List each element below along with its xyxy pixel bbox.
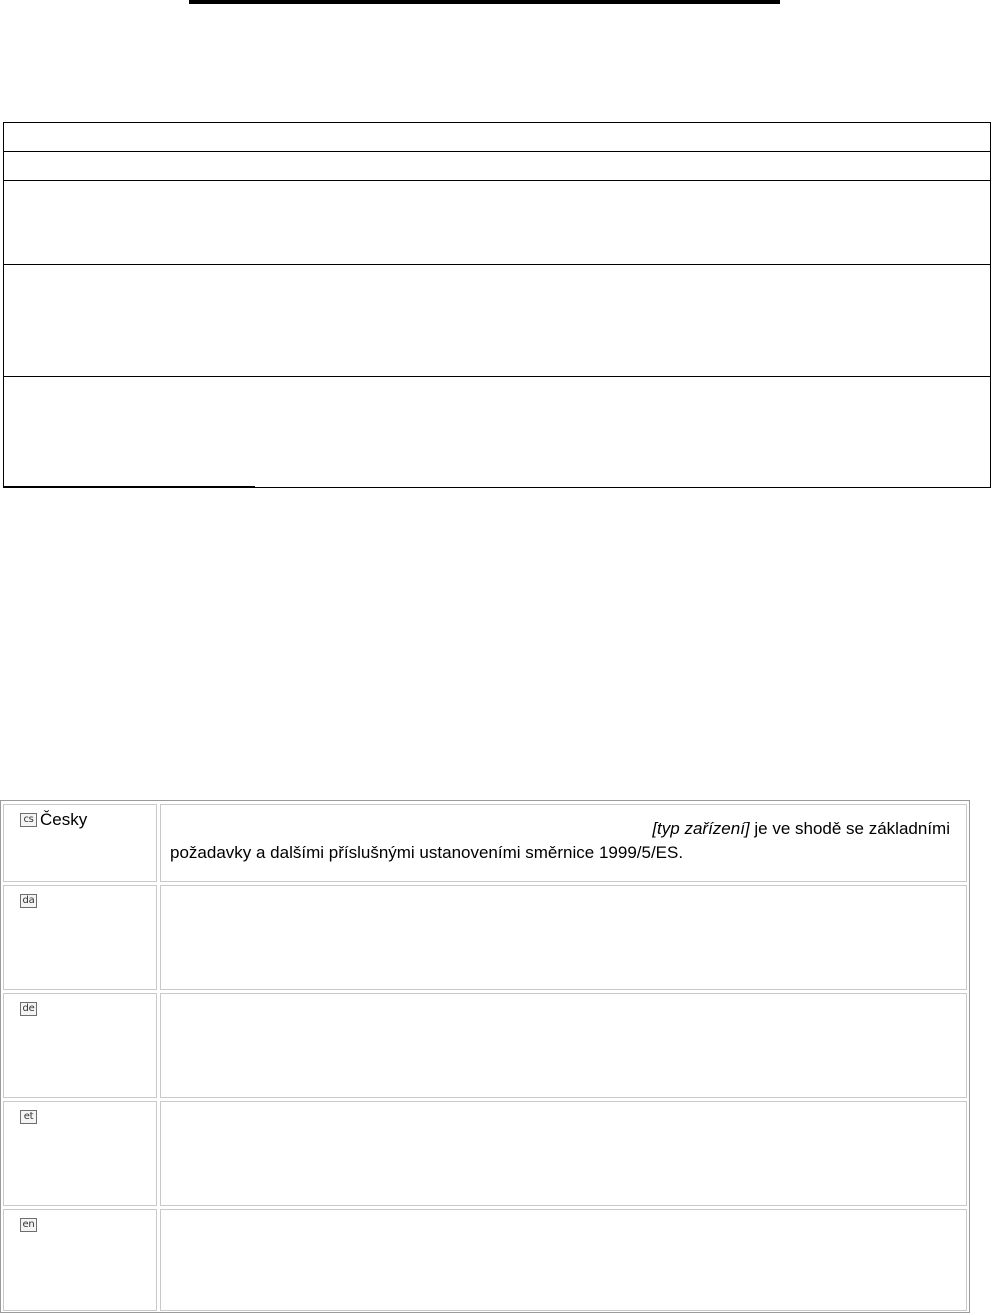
declaration-cell (160, 885, 967, 990)
language-label: Česky (40, 810, 88, 829)
table-row (4, 265, 990, 377)
device-type-placeholder: [typ zařízení] (652, 819, 750, 838)
language-cell (3, 1101, 157, 1206)
table-row-en (3, 1209, 967, 1311)
table-row-cs (3, 804, 967, 882)
table-bottom-rule (3, 486, 255, 488)
table-row-et (3, 1101, 967, 1206)
table-row (4, 377, 990, 489)
cs-flag-icon: cs (20, 813, 37, 827)
declaration-line-2: požadavky a dalšími příslušnými ustanoveními směrnice 1999/5/ES. (170, 843, 684, 862)
language-cell (3, 1209, 157, 1311)
table-row (4, 152, 990, 181)
table-row-de (3, 993, 967, 1098)
en-flag-icon: en (20, 1218, 37, 1232)
top-rule (189, 0, 780, 4)
da-flag-icon: da (20, 894, 37, 908)
declaration-cell (160, 1209, 967, 1311)
table-row (4, 181, 990, 265)
declaration-cell (160, 993, 967, 1098)
header-table (3, 122, 991, 488)
declaration-cell (160, 1101, 967, 1206)
declaration-text (170, 817, 960, 865)
de-flag-icon: de (20, 1002, 37, 1016)
language-cell (3, 885, 157, 990)
language-cell (3, 804, 157, 882)
declaration-line-1: je ve shodě se základními (749, 819, 950, 838)
table-row-da (3, 885, 967, 990)
language-cell (3, 993, 157, 1098)
declaration-cell (160, 804, 967, 882)
et-flag-icon: et (20, 1110, 37, 1124)
table-row (4, 123, 990, 152)
declaration-table (0, 800, 970, 1313)
